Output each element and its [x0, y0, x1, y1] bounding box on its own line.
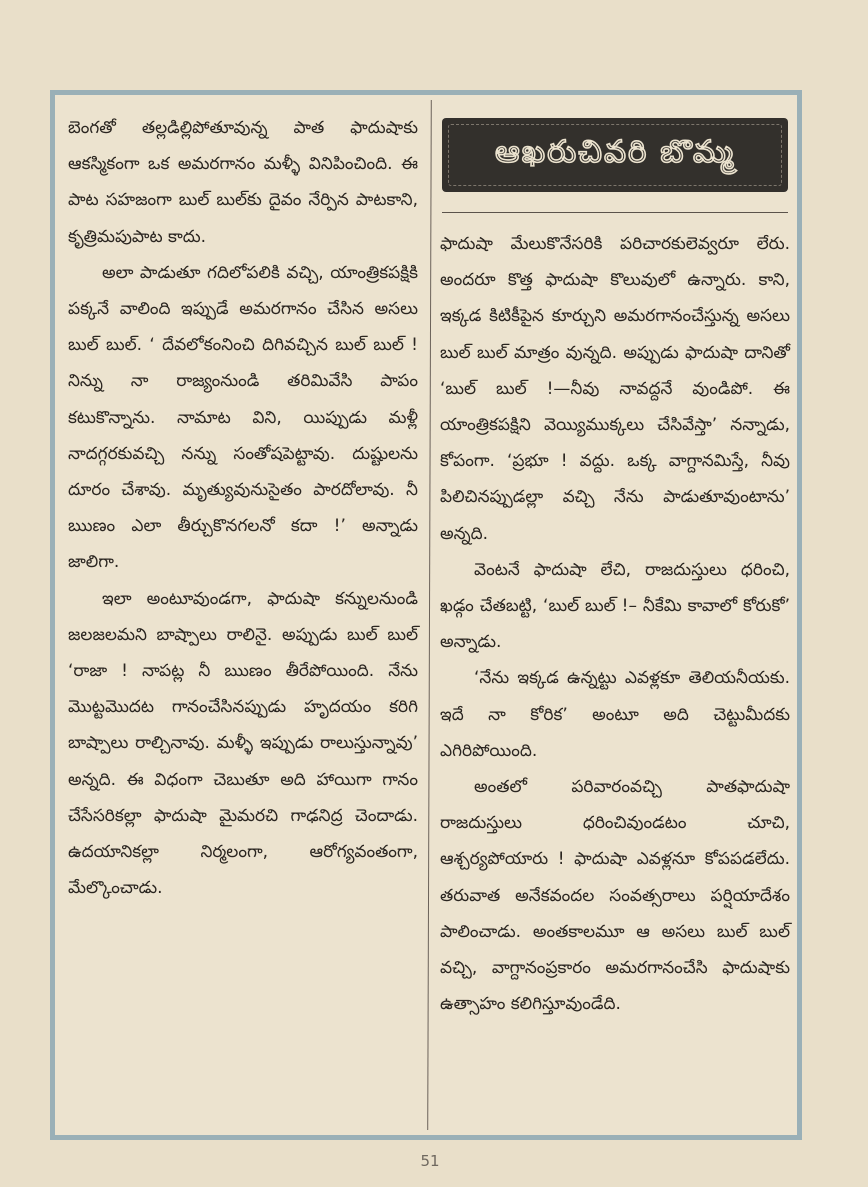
paragraph: అలా పాడుతూ గదిలోపలికి వచ్చి, యాంత్రికపక్షికి పక్కనే వాలింది ఇప్పుడే అమరగానం చేసిన అసలు బుల్ బుల్. ‘ దేవలోకంనించి దిగివచ్చిన బుల్ బుల్ ! నిన్ను నా రాజ్యంనుండి తరిమివేసి పాపం కటుకొన్నాను. నామాట విని, యిప్పుడు మళ్లీ నాదగ్గరకువచ్చి నన్ను సంతోషపెట్టావు. దుష్టులను దూరం చేశావు. మృత్యువునుసైతం పారదోలావు. నీ ఋణం ఎలా తీర్చుకొనగలనో కదా !’ అన్నాడు జాలిగా. [68, 262, 418, 573]
page-number: 51 [420, 1152, 440, 1170]
left-column [68, 110, 418, 906]
paragraph: ఇలా అంటూవుండగా, ఫాదుషా కన్నులనుండి జలజలమని బాష్పాలు రాలినై. అప్పుడు బుల్ బుల్ ‘రాజా ! నాపట్ల నీ ఋణం తీరేపోయింది. నేను మొట్టమొదట గానంచేసినప్పుడు హృదయం కరిగి బాష్పాలు రాల్చినావు. మళ్ళీ ఇప్పుడు రాలుస్తున్నావు’ అన్నది. ఈ విధంగా చెబుతూ అది హాయిగా గానం చేసేసరికల్లా ఫాదుషా మైమరచి గాఢనిద్ర చెందాడు. ఉదయానికల్లా నిర్మలంగా, ఆరోగ్యవంతంగా, మేల్కొంచాడు. [68, 588, 418, 899]
paragraph: అంతలో పరివారంవచ్చి పాతఫాదుషా రాజదుస్తులు ధరించివుండటం చూచి, ఆశ్చర్యపోయారు ! ఫాదుషా ఎవళ్లనూ కోపపడలేదు. తరువాత అనేకవందల సంవత్సరాలు పర్షియాదేశం పాలించాడు. అంతకాలమూ ఆ అసలు బుల్ బుల్ వచ్చి, వాగ్దానంప్రకారం అమరగానంచేసి ఫాదుషాకు ఉత్సాహం కలిగిస్తూవుండేది. [440, 777, 790, 1015]
paragraph: బెంగతో తల్లడిల్లిపోతూవున్న పాత ఫాదుషాకు ఆకస్మికంగా ఒక అమరగానం మళ్ళీ వినిపించింది. ఈ పాట సహజంగా బుల్ బుల్‌కు దైవం నేర్పిన పాటకాని, కృత్రిమపుపాట కాదు. [68, 118, 418, 247]
right-column [440, 226, 790, 1022]
paragraph: ‘నేను ఇక్కడ ఉన్నట్టు ఎవళ్లకూ తెలియనీయకు. ఇదే నా కోరిక’ అంటూ అది చెట్టుమీదకు ఎగిరిపోయింది. [440, 668, 790, 761]
paragraph: వెంటనే ఫాదుషా లేచి, రాజదుస్తులు ధరించి, ఖడ్గం చేతబట్టి, ‘బుల్ బుల్ !– నీకేమి కావాలో కోరుకో’ అన్నాడు. [440, 559, 790, 653]
title-underline [442, 212, 788, 213]
story-title: ఆఖరుచివరి బొమ్మ [494, 133, 736, 170]
paragraph: ఫాదుషా మేలుకొనేసరికి పరిచారకులెవ్వరూ లేరు. అందరూ కొత్త ఫాదుషా కొలువులో ఉన్నారు. కాని, ఇక్కడ కిటికీపైన కూర్చుని అమరగానంచేస్తున్న అసలు బుల్ బుల్ మాత్రం వున్నది. అప్పుడు ఫాదుషా దానితో ‘బుల్ బుల్ !—నీవు నావద్దనే వుండిపో. ఈ యాంత్రికపక్షిని వెయ్యిముక్కలు చేసివేస్తా’ నన్నాడు, కోపంగా. ‘ప్రభూ ! వద్దు. ఒక్క వాగ్దానమిస్తే, నీవు పిలిచినప్పుడల్లా వచ్చి నేను పాడుతూవుంటాను’ అన్నది. [440, 234, 790, 544]
story-title-banner [442, 118, 788, 192]
